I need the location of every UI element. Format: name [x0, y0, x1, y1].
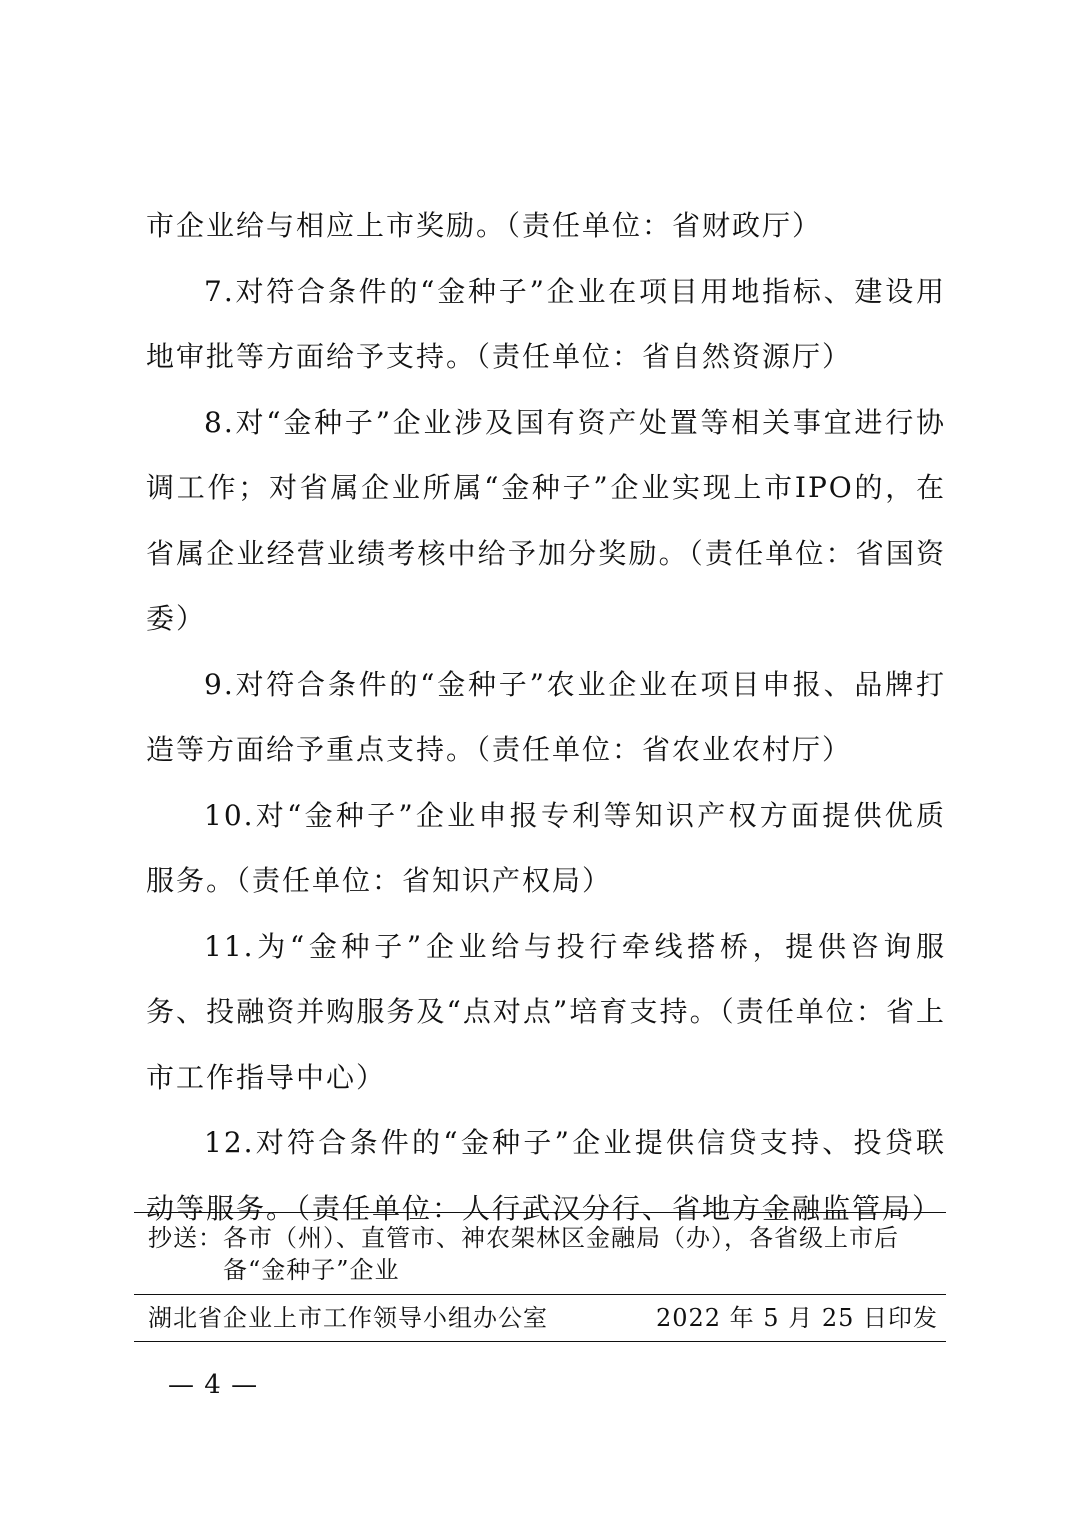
cc-recipients: 各市（州）、直管市、神农架林区金融局（办），各省级上市后备“金种子”企业 [223, 1224, 899, 1284]
distribution-footer [134, 1212, 946, 1342]
paragraph-continuation: 市企业给与相应上市奖励。（责任单位：省财政厅） [146, 209, 823, 242]
paragraph-item-11: 11.为“金种子”企业给与投行牵线搭桥，提供咨询服务、投融资并购服务及“点对点”培育支持。（责任单位：省上市工作指导中心） [146, 929, 946, 1094]
issuing-office: 湖北省企业上市工作领导小组办公室 [148, 1304, 548, 1332]
issue-date: 2022 年 5 月 25 日印发 [655, 1304, 938, 1332]
cc-label: 抄送： [148, 1224, 223, 1252]
document-body [146, 193, 946, 1241]
page-number: — 4 — [168, 1370, 259, 1400]
issue-row [134, 1294, 946, 1342]
paragraph-item-12: 12.对符合条件的“金种子”企业提供信贷支持、投贷联动等服务。（责任单位：人行武汉分行、省地方金融监管局） [146, 1126, 946, 1225]
paragraph-item-8: 8.对“金种子”企业涉及国有资产处置等相关事宜进行协调工作；对省属企业所属“金种子”企业实现上市IPO的，在省属企业经营业绩考核中给予加分奖励。（责任单位：省国资委） [146, 405, 946, 635]
paragraph-item-9: 9.对符合条件的“金种子”农业企业在项目申报、品牌打造等方面给予重点支持。（责任单位：省农业农村厅） [146, 667, 946, 766]
paragraph-item-7: 7.对符合条件的“金种子”企业在项目用地指标、建设用地审批等方面给予支持。（责任单位：省自然资源厅） [146, 274, 946, 373]
cc-row [134, 1213, 946, 1294]
paragraph-item-10: 10.对“金种子”企业申报专利等知识产权方面提供优质服务。（责任单位：省知识产权局） [146, 798, 946, 897]
